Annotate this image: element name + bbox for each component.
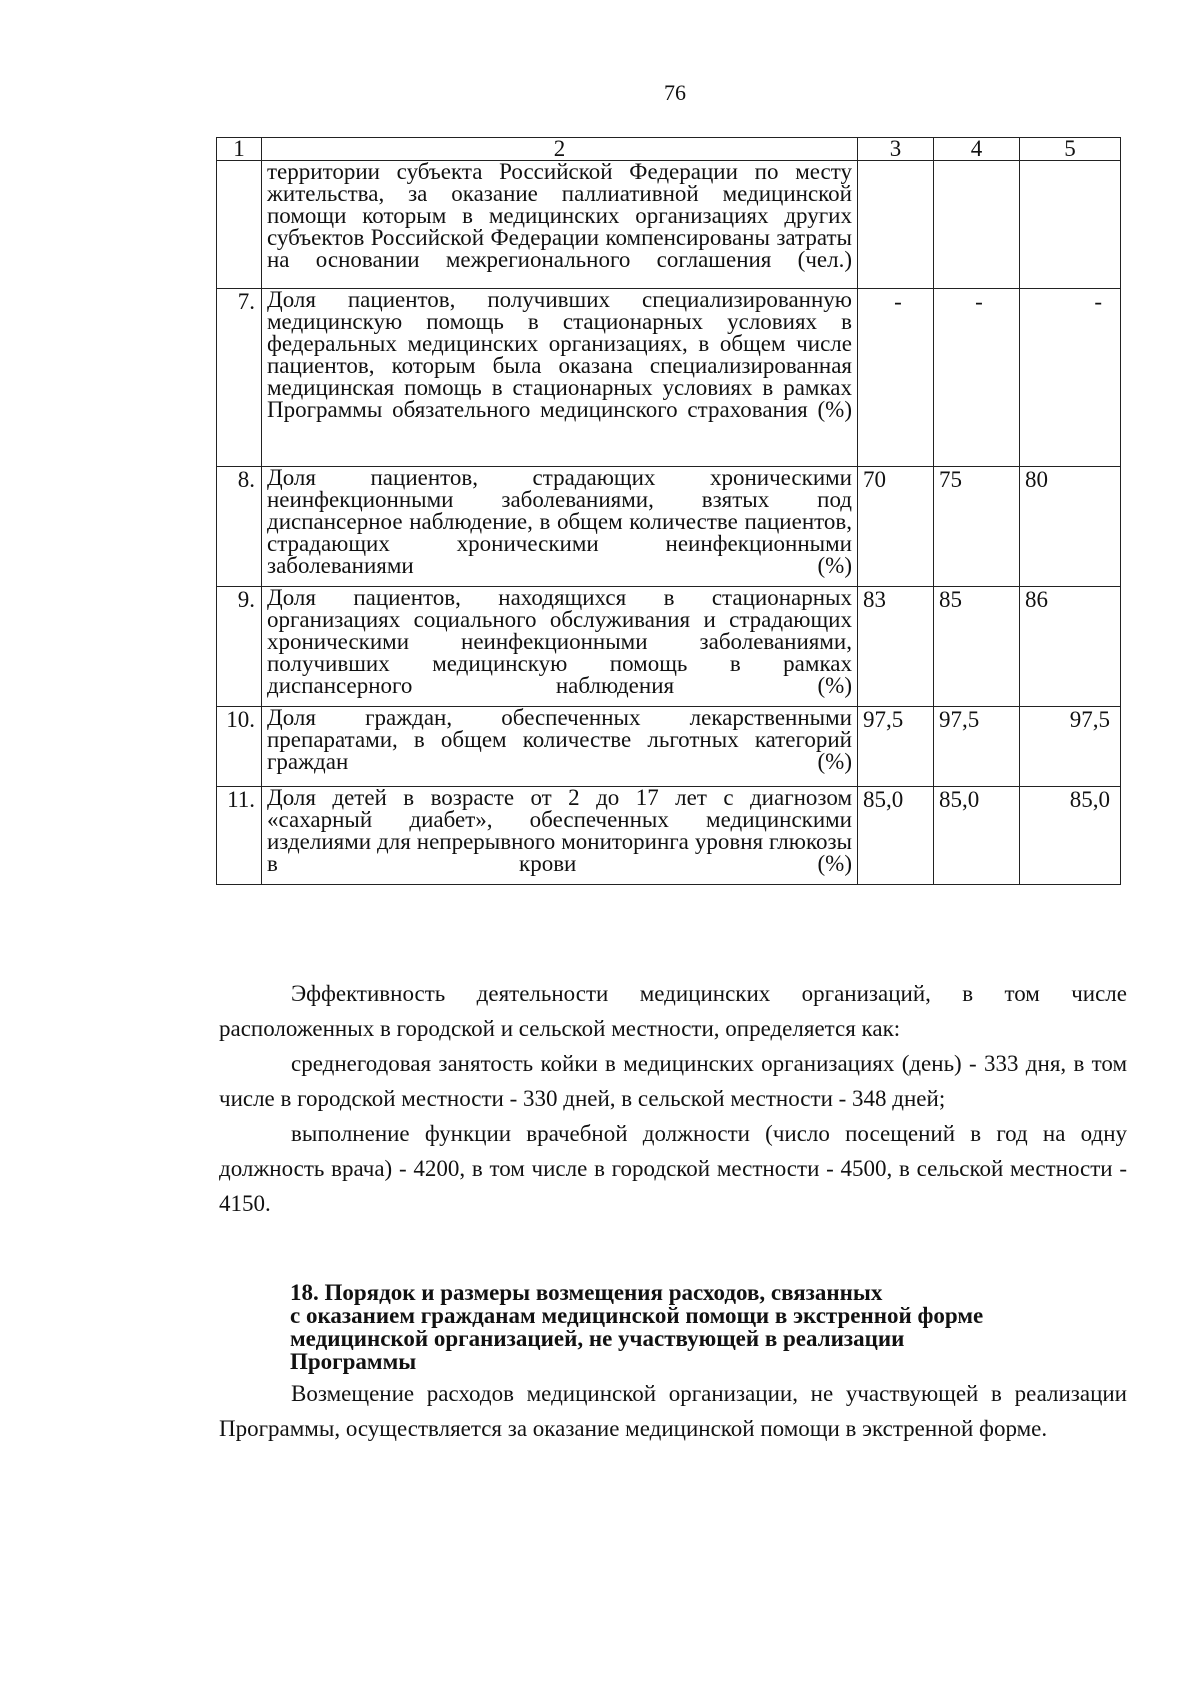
row-value-col4: 97,5 — [934, 707, 1020, 787]
row-value-col4: 85,0 — [934, 787, 1020, 885]
table-row — [217, 707, 1121, 787]
row-description: территории субъекта Российской Федерации по месту жительства, за оказание паллиативной медицинской помощи которым в медицинских организациях других субъектов Российской Федерации компенсированы затраты на основании межрегионального соглашения (чел.) — [262, 161, 858, 289]
paragraph-bed-occupancy: среднегодовая занятость койки в медицинских организациях (день) - 333 дня, в том числе в городской местности - 330 дней, в сельской местности - 348 дней; — [219, 1051, 1127, 1111]
row-number: 7. — [217, 289, 262, 467]
page-number: 76 — [664, 80, 686, 105]
row-value-col3: 97,5 — [858, 707, 934, 787]
row-number: 10. — [217, 707, 262, 787]
row-description: Доля пациентов, страдающих хроническими неинфекционными заболеваниями, взятых под диспансерное наблюдение, в общем количестве пациентов, страдающих хроническими неинфекционными заболеваниями (%) — [262, 467, 858, 587]
table-header-row — [217, 138, 1121, 161]
section-heading-line: медицинской организацией, не участвующей в реализации — [290, 1326, 905, 1351]
paragraph-physician-function: выполнение функции врачебной должности (число посещений в год на одну должность врача) - 4200, в том числе в городской местности - 4500, в сельской местности - 4150. — [219, 1121, 1127, 1216]
indicators-table — [216, 137, 1121, 885]
section-heading-line: с оказанием гражданам медицинской помощи в экстренной форме — [290, 1303, 984, 1328]
row-value-col3: 85,0 — [858, 787, 934, 885]
table-row — [217, 587, 1121, 707]
table-row — [217, 289, 1121, 467]
section-heading — [290, 1281, 1130, 1373]
row-description: Доля граждан, обеспеченных лекарственными препаратами, в общем количестве льготных категорий граждан (%) — [262, 707, 858, 787]
row-value-col4: - — [934, 289, 1020, 467]
row-value-col3: 70 — [858, 467, 934, 587]
row-number: 11. — [217, 787, 262, 885]
reimbursement-section — [219, 1376, 1127, 1446]
row-value-col3: 83 — [858, 587, 934, 707]
row-value-col5: 97,5 — [1020, 707, 1121, 787]
row-value-col5: - — [1020, 289, 1121, 467]
section-heading-line: Программы — [290, 1349, 417, 1374]
row-value-col4: 85 — [934, 587, 1020, 707]
row-value-col5: 80 — [1020, 467, 1121, 587]
section-heading-line: 18. Порядок и размеры возмещения расходов, связанных — [290, 1280, 883, 1305]
efficiency-section — [219, 976, 1127, 1221]
table-row — [217, 467, 1121, 587]
row-value-col3: - — [858, 289, 934, 467]
row-number: 9. — [217, 587, 262, 707]
header-cell-5: 5 — [1020, 138, 1121, 161]
header-cell-4: 4 — [934, 138, 1020, 161]
row-value-col5: 86 — [1020, 587, 1121, 707]
header-cell-1: 1 — [217, 138, 262, 161]
row-description: Доля пациентов, находящихся в стационарных организациях социального обслуживания и страдающих хроническими неинфекционными заболеваниями, получивших медицинскую помощь в рамках диспансерного наблюдения (%) — [262, 587, 858, 707]
row-value-col4: 75 — [934, 467, 1020, 587]
row-number: 8. — [217, 467, 262, 587]
table-row — [217, 161, 1121, 289]
row-description: Доля пациентов, получивших специализированную медицинскую помощь в стационарных условиях в федеральных медицинских организациях, в общем числе пациентов, которым была оказана специализированная медицинская помощь в стационарных условиях в рамках Программы обязательного медицинского страхования (%) — [262, 289, 858, 467]
header-cell-2: 2 — [262, 138, 858, 161]
row-value-col5: 85,0 — [1020, 787, 1121, 885]
row-description: Доля детей в возрасте от 2 до 17 лет с диагнозом «сахарный диабет», обеспеченных медицинскими изделиями для непрерывного мониторинга уровня глюкозы в крови (%) — [262, 787, 858, 885]
paragraph-efficiency-intro: Эффективность деятельности медицинских организаций, в том числе расположенных в городской и сельской местности, определяется как: — [219, 981, 1127, 1041]
paragraph-reimbursement: Возмещение расходов медицинской организации, не участвующей в реализации Программы, осуществляется за оказание медицинской помощи в экстренной форме. — [219, 1381, 1127, 1441]
header-cell-3: 3 — [858, 138, 934, 161]
table-row — [217, 787, 1121, 885]
